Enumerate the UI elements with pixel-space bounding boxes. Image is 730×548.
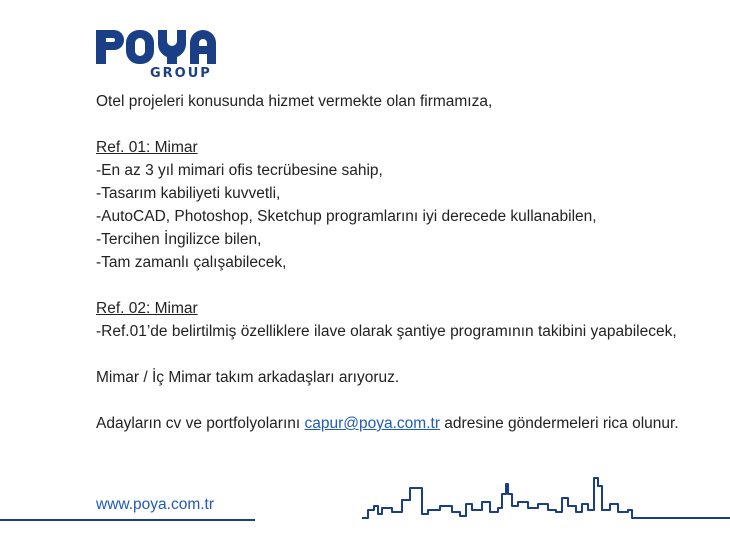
ref1-item: -Tasarım kabiliyeti kuvvetli, <box>96 185 281 202</box>
footer-website-link[interactable]: www.poya.com.tr <box>96 496 215 513</box>
logo-group-text: GROUP <box>150 66 212 81</box>
ref1-item: -Tam zamanlı çalışabilecek, <box>96 254 287 271</box>
closing-text-after: adresine göndermeleri rica olunur. <box>439 415 679 432</box>
ref1-item: -AutoCAD, Photoshop, Sketchup programlarını iyi derecede kullanabilen, <box>96 208 597 225</box>
ref1-item: -Tercihen İngilizce bilen, <box>96 231 262 248</box>
poya-logo-mark <box>94 26 226 66</box>
ref1-item: -En az 3 yıl mimari ofis tecrübesine sahip, <box>96 162 383 179</box>
closing-paragraph <box>96 412 696 435</box>
ref2-title: Ref. 02: Mimar <box>96 300 198 317</box>
poya-group-logo <box>94 26 226 82</box>
footer-divider <box>0 519 255 521</box>
job-posting-text <box>96 90 696 435</box>
ref2-item: -Ref.01’de belirtilmiş özelliklere ilave olarak şantiye programının takibini yapabilecek, <box>96 323 677 340</box>
contact-email-link[interactable]: capur@poya.com.tr <box>304 415 440 432</box>
search-line: Mimar / İç Mimar takım arkadaşları arıyoruz. <box>96 369 400 386</box>
closing-text-before: Adayların cv ve portfolyolarını <box>96 415 305 432</box>
intro-line: Otel projeleri konusunda hizmet vermekte olan firmamıza, <box>96 93 493 110</box>
ref1-title: Ref. 01: Mimar <box>96 139 198 156</box>
city-skyline-graphic <box>362 474 730 524</box>
